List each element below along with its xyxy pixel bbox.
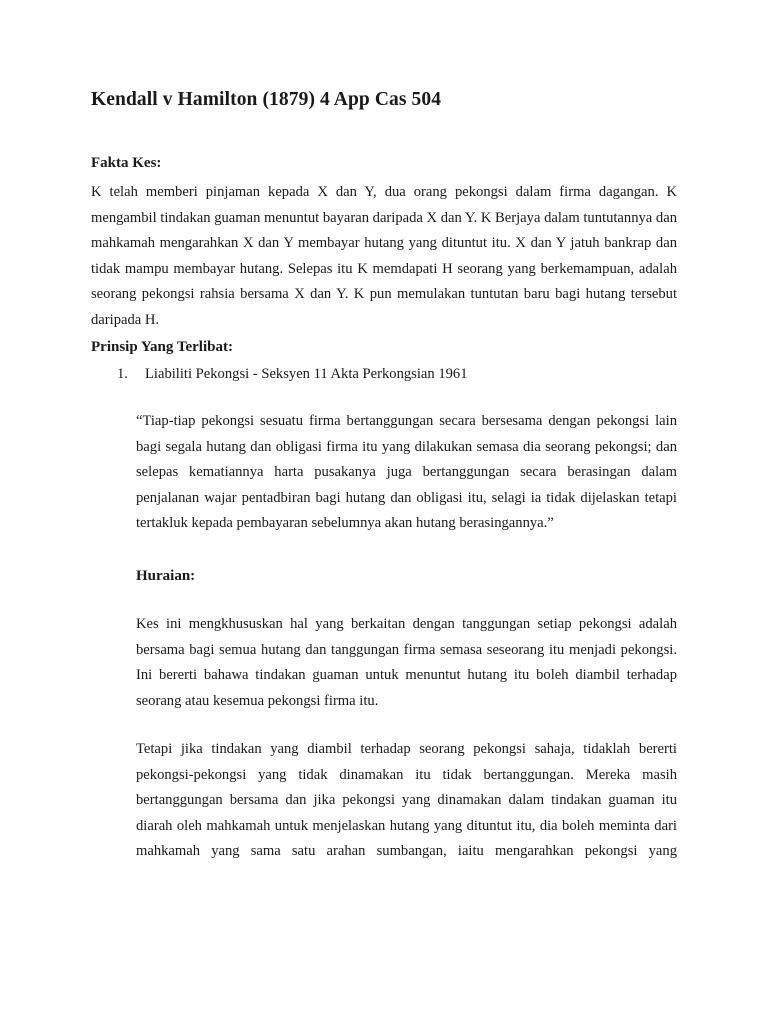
statute-quote: “Tiap-tiap pekongsi sesuatu firma bertanggungan secara bersesama dengan pekongsi lain bagi segala hutang dan obligasi firma itu yang dilakukan semasa dia seorang pekongsi; dan selepas kematiannya harta pusakanya juga bertanggungan secara berasingan dalam penjalanan wajar pentadbiran bagi hutang dan obligasi itu, selagi ia tidak dijelaskan tetapi tertakluk kepada pembayaran sebelumnya akan hutang berasingannya.” [136, 413, 677, 532]
list-item-text: Liabiliti Pekongsi - Seksyen 11 Akta Perkongsian 1961 [145, 366, 468, 382]
principle-list-item [91, 366, 468, 383]
fakta-paragraph: K telah memberi pinjaman kepada X dan Y, dua orang pekongsi dalam firma dagangan. K mengambil tindakan guaman menuntut bayaran daripada X dan Y. K Berjaya dalam tuntutannya dan mahkamah mengarahkan X dan Y membayar hutang yang dituntut itu. X dan Y jatuh bankrap dan tidak mampu membayar hutang. Selepas itu K memdapati H seorang yang berkemampuan, adalah seorang pekongsi rahsia bersama X dan Y. K pun memulakan tuntutan baru bagi hutang tersebut daripada H. [91, 184, 678, 328]
prinsip-heading: Prinsip Yang Terlibat: [91, 339, 233, 355]
fakta-heading: Fakta Kes: [91, 155, 162, 171]
list-number: 1. [117, 366, 128, 382]
huraian-paragraph-1: Kes ini mengkhususkan hal yang berkaitan dengan tanggungan setiap pekongsi adalah bersama bagi semua hutang dan tanggungan firma semasa seseorang itu menjadi pekongsi. Ini bererti bahawa tindakan guaman untuk menuntut hutang itu boleh diambil terhadap seorang atau kesemua pekongsi firma itu. [136, 616, 677, 709]
huraian-paragraph-2: Tetapi jika tindakan yang diambil terhadap seorang pekongsi sahaja, tidaklah bererti pekongsi-pekongsi yang tidak dinamakan itu tidak bertanggungan. Mereka masih bertanggungan bersama dan jika pekongsi yang dinamakan dalam tindakan guaman itu diarah oleh mahkamah untuk menjelaskan hutang yang dituntut itu, dia boleh meminta dari mahkamah yang sama satu arahan sumbangan, iaitu mengarahkan pekongsi yang [136, 741, 677, 860]
huraian-heading: Huraian: [136, 568, 196, 584]
document-title: Kendall v Hamilton (1879) 4 App Cas 504 [91, 89, 442, 110]
